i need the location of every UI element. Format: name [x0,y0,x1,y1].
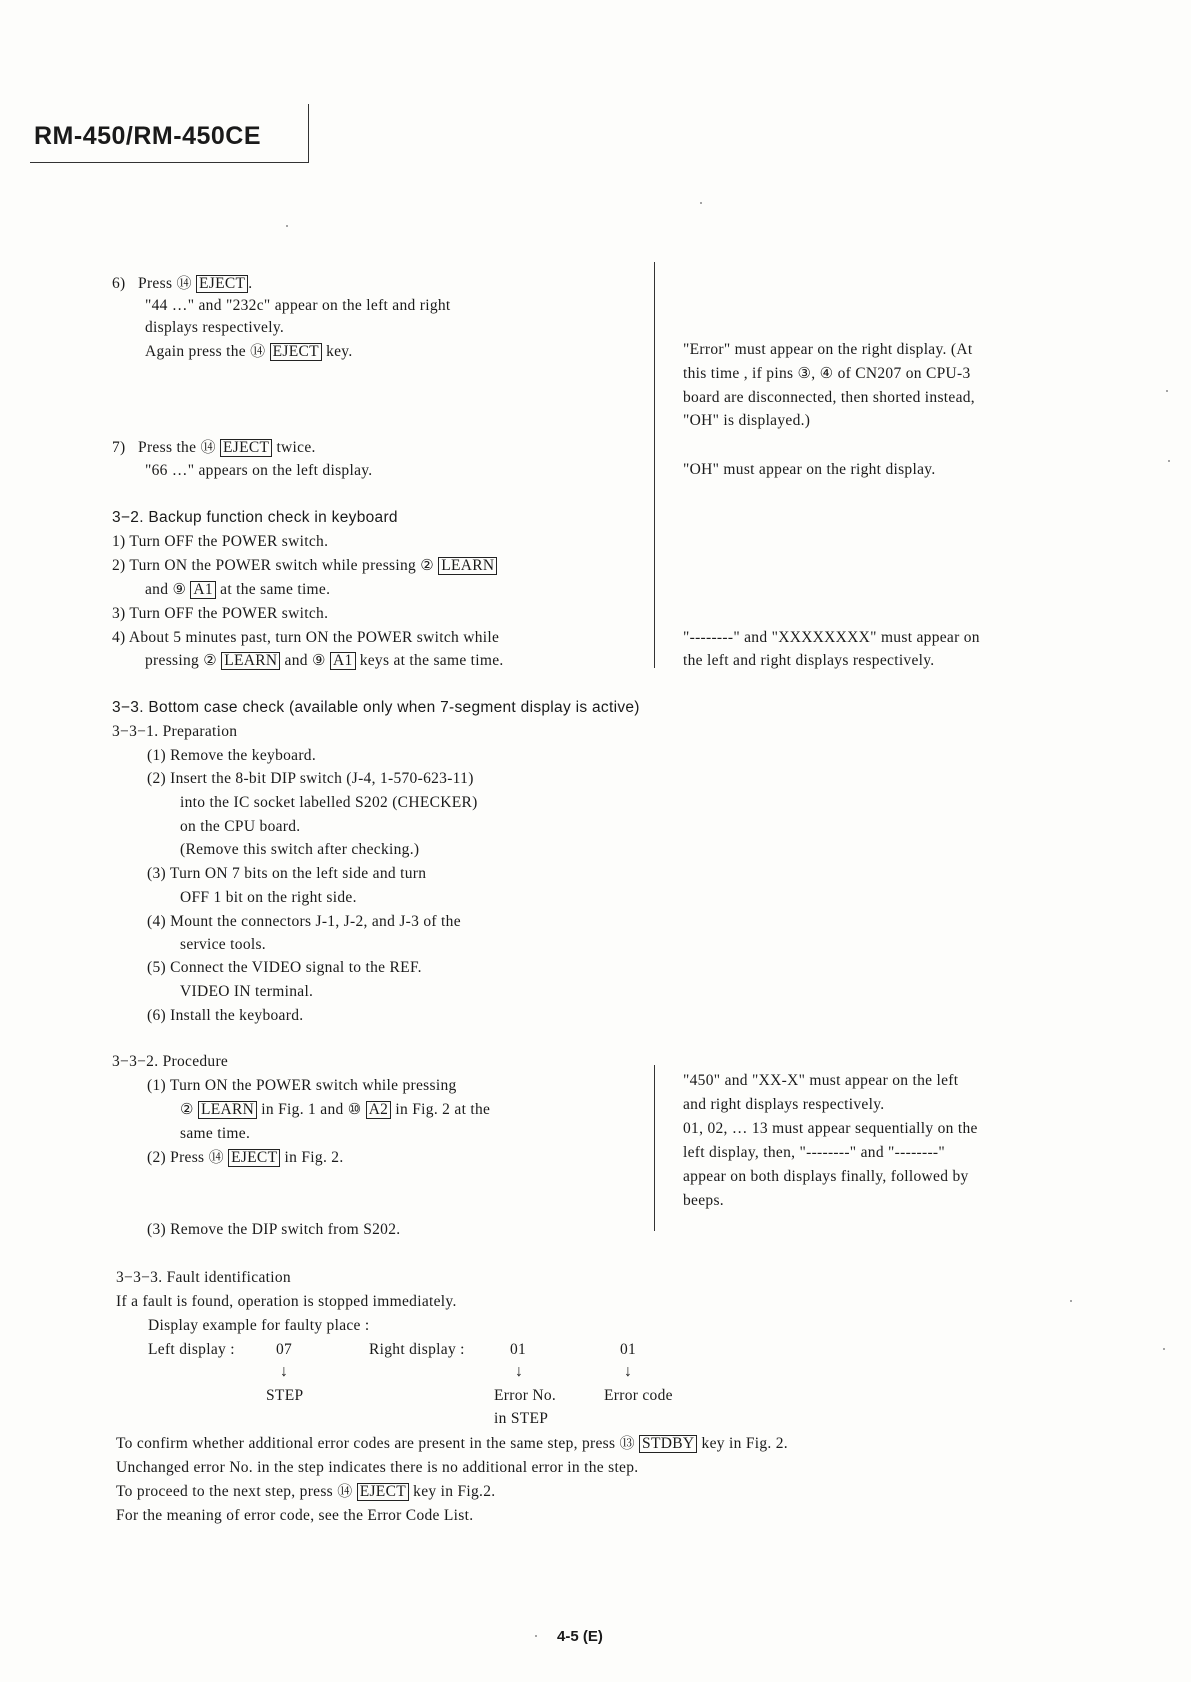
proc-result5: appear on both displays finally, followed by [683,1168,969,1185]
confirm-line4: For the meaning of error code, see the Error Code List. [116,1507,474,1524]
prep-1: (1) Remove the keyboard. [147,747,317,764]
step6-line1: 6) Press ⑭ EJECT . [112,275,253,292]
proc-2: (2) Press ⑭ EJECT in Fig. 2. [147,1149,344,1166]
error-no-label: Error No. [494,1387,557,1404]
prep-2a: (2) Insert the 8-bit DIP switch (J-4, 1-570-623-11) [147,770,474,787]
proc-result3: 01, 02, … 13 must appear sequentially on the [683,1120,978,1137]
eject-key: EJECT [270,343,322,361]
scan-speck [1070,1300,1072,1302]
step6-line4: Again press the ⑭ EJECT key. [145,343,353,360]
page-title: RM-450/RM-450CE [34,122,262,150]
right-display-value-2: 01 [620,1341,637,1358]
arrow-down-icon: ↓ [515,1363,524,1380]
prep-4a: (4) Mount the connectors J-1, J-2, and J-3 of the [147,913,461,930]
step6-line3: displays respectively. [145,319,285,336]
step6-result2: this time , if pins ③, ④ of CN207 on CPU-3 [683,365,971,382]
proc-result4: left display, then, "--------" and "--------" [683,1144,946,1161]
step7-line1: 7) Press the ⑭ EJECT twice. [112,439,316,456]
eject-key: EJECT [220,439,272,457]
proc-1c: same time. [180,1125,251,1142]
a1-key: A1 [330,652,356,670]
prep-2c: on the CPU board. [180,818,301,835]
step6-line2: "44 …" and "232c" appear on the left and right [145,297,451,314]
prep-6: (6) Install the keyboard. [147,1007,304,1024]
sec32-step4a: 4) About 5 minutes past, turn ON the POWER switch while [112,629,500,646]
step-label: STEP [266,1387,304,1404]
scan-speck [1163,1348,1165,1350]
scan-speck [700,202,702,204]
stdby-key: STDBY [639,1435,697,1453]
step6-result1: "Error" must appear on the right display. (At [683,341,973,358]
column-divider-bottom [654,1065,655,1231]
prep-3b: OFF 1 bit on the right side. [180,889,357,906]
prep-3a: (3) Turn ON 7 bits on the left side and turn [147,865,427,882]
right-display-value-1: 01 [510,1341,527,1358]
prep-2b: into the IC socket labelled S202 (CHECKER) [180,794,478,811]
sec32-result1: "--------" and "XXXXXXXX" must appear on [683,629,980,646]
title-underline [30,162,309,163]
left-display-value: 07 [276,1341,293,1358]
eject-key: EJECT [228,1149,280,1167]
scan-speck [1166,390,1168,392]
proc-result1: "450" and "XX-X" must appear on the left [683,1072,959,1089]
step6-result3: board are disconnected, then shorted instead, [683,389,975,406]
sec32-step2b: and ⑨ A1 at the same time. [145,581,331,598]
confirm-line3: To proceed to the next step, press ⑭ EJECT key in Fig.2. [116,1483,496,1500]
a1-key: A1 [190,581,216,599]
section-3-2-heading: 3−2. Backup function check in keyboard [112,509,398,526]
sec32-result2: the left and right displays respectively. [683,652,935,669]
page-number: 4-5 (E) [557,1628,603,1645]
sec32-step2a: 2) Turn ON the POWER switch while pressing ② LEARN [112,556,497,576]
sec32-step3: 3) Turn OFF the POWER switch. [112,605,329,622]
confirm-line2: Unchanged error No. in the step indicates there is no additional error in the step. [116,1459,639,1476]
scan-speck [535,1635,537,1637]
fault-line2: Display example for faulty place : [148,1317,370,1334]
arrow-down-icon: ↓ [280,1363,289,1380]
sec33-sub1: 3−3−1. Preparation [112,723,238,740]
scan-speck [286,225,288,227]
step6-result4: "OH" is displayed.) [683,412,811,429]
error-no-label-2: in STEP [494,1410,549,1427]
step7-line2: "66 …" appears on the left display. [145,462,373,479]
proc-result6: beeps. [683,1192,724,1209]
sec33-sub3: 3−3−3. Fault identification [116,1269,291,1286]
sec32-step1: 1) Turn OFF the POWER switch. [112,533,329,550]
learn-key: LEARN [438,557,497,575]
fault-line1: If a fault is found, operation is stopped immediately. [116,1293,457,1310]
column-divider-top [654,262,655,668]
title-divider [308,104,309,162]
prep-5b: VIDEO IN terminal. [180,983,314,1000]
proc-1b: ② LEARN in Fig. 1 and ⑩ A2 in Fig. 2 at the [180,1101,491,1118]
proc-3: (3) Remove the DIP switch from S202. [147,1221,401,1238]
prep-4b: service tools. [180,936,266,953]
eject-key: EJECT [196,275,248,293]
arrow-down-icon: ↓ [624,1363,633,1380]
scan-speck [1168,460,1170,462]
right-display-label: Right display : [369,1341,465,1358]
confirm-line1: To confirm whether additional error codes are present in the same step, press ⑬ STDBY key in Fig. 2. [116,1435,788,1452]
proc-1a: (1) Turn ON the POWER switch while pressing [147,1077,457,1094]
step7-result: "OH" must appear on the right display. [683,461,936,478]
prep-2d: (Remove this switch after checking.) [180,841,420,858]
a2-key: A2 [366,1101,392,1119]
left-display-label: Left display : [148,1341,235,1358]
prep-5a: (5) Connect the VIDEO signal to the REF. [147,959,422,976]
sec33-sub2: 3−3−2. Procedure [112,1053,229,1070]
proc-result2: and right displays respectively. [683,1096,885,1113]
eject-key: EJECT [357,1483,409,1501]
learn-key: LEARN [198,1101,257,1119]
learn-key: LEARN [221,652,280,670]
error-code-label: Error code [604,1387,673,1404]
sec32-step4b: pressing ② LEARN and ⑨ A1 keys at the same time. [145,652,504,669]
section-3-3-heading: 3−3. Bottom case check (available only when 7-segment display is active) [112,699,640,716]
